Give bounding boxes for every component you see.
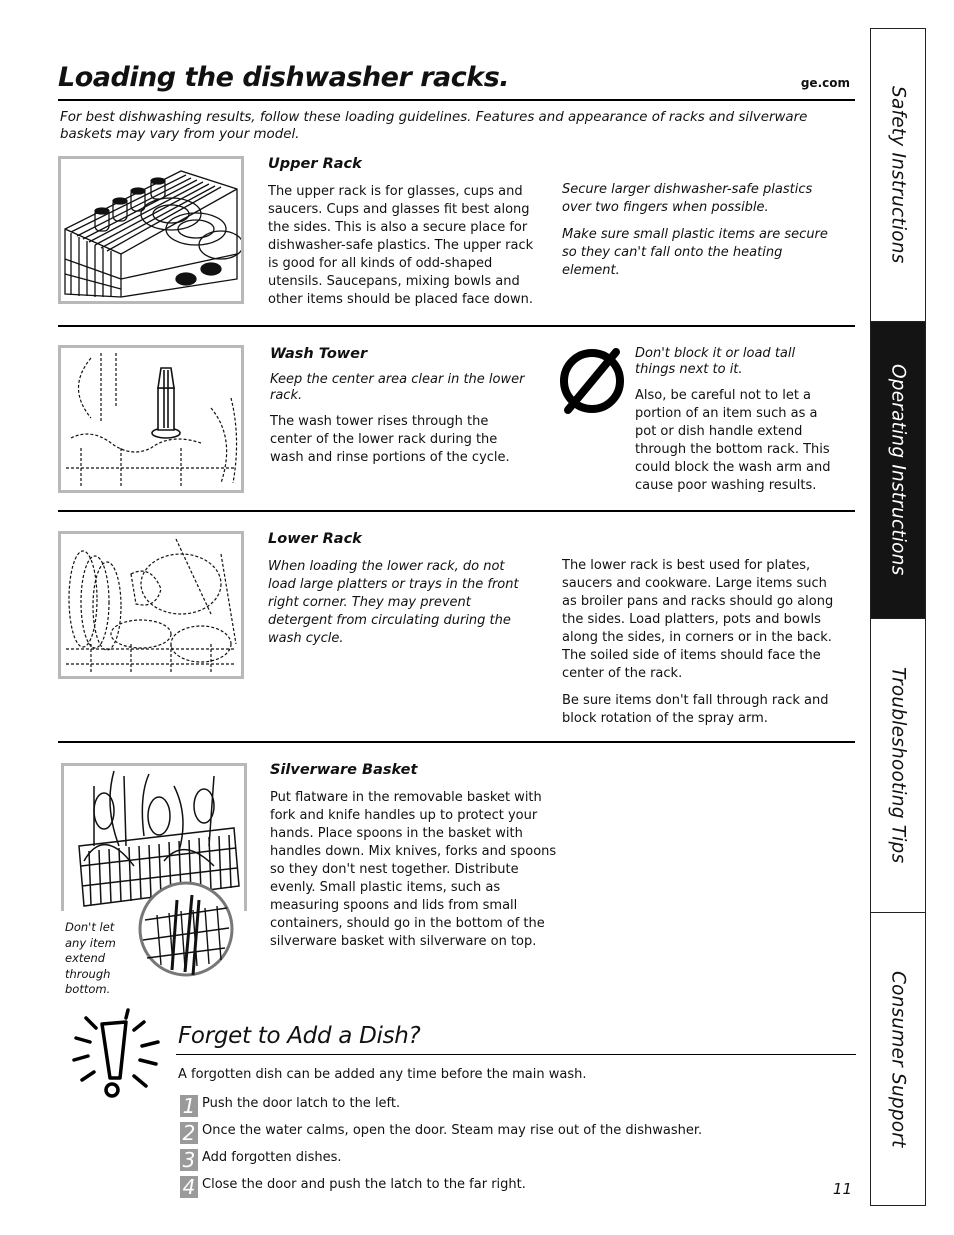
step-item xyxy=(180,1149,800,1176)
tab-consumer-support[interactable] xyxy=(871,913,925,1205)
lower-rack-heading: Lower Rack xyxy=(268,531,362,547)
page-title: Loading the dishwasher racks. xyxy=(58,62,510,93)
upper-rack-tips xyxy=(562,181,832,280)
upper-rack-tip-small-items: Make sure small plastic items are secure so they can't fall onto the heating element. xyxy=(562,227,828,278)
lower-rack-body: The lower rack is best used for plates, saucers and cookware. Large items such as broiler pans and racks should go along the sides. Load platters, pots and bowls along the sides, in corners or in the back. The soiled side of items should face the center of the rack. xyxy=(562,558,834,681)
silverware-heading: Silverware Basket xyxy=(270,762,418,778)
section-rule xyxy=(58,325,855,327)
wash-tower-warnings xyxy=(635,346,835,495)
upper-rack-tip-plastics: Secure larger dishwasher-safe plastics over two fingers when possible. xyxy=(562,182,813,215)
silverware-body: Put flatware in the removable basket with fork and knife handles up to protect your hands. Place spoons in the basket with handles down. Mix knives, forks and spoons so they don't nest together. Distribute evenly. Small plastic items, such as measuring spoons and lids from small containers, should go in the bottom of the silverware basket with silverware on top. xyxy=(270,790,557,949)
tab-safety-instructions[interactable] xyxy=(871,29,925,321)
upper-rack-illustration xyxy=(58,156,244,304)
prohibited-icon xyxy=(556,344,628,416)
step-number: 2 xyxy=(180,1122,198,1144)
tab-label: Consumer Support xyxy=(887,970,909,1148)
forget-heading: Forget to Add a Dish? xyxy=(178,1023,421,1049)
tab-label: Operating Instructions xyxy=(887,364,909,576)
tab-troubleshooting-tips[interactable] xyxy=(871,619,925,912)
basket-caption: Don't let any item extend through bottom. xyxy=(65,920,116,996)
tab-operating-instructions[interactable] xyxy=(871,322,925,618)
step-number: 4 xyxy=(180,1176,198,1198)
upper-rack-body: The upper rack is for glasses, cups and saucers. Cups and glasses fit best along the sides. This is also a secure place for dishwasher-safe plastics. The upper rack is good for all kinds of odd-shaped utensils. Saucepans, mixing bowls and other items should be placed face down. xyxy=(268,184,534,307)
upper-rack-heading: Upper Rack xyxy=(268,156,362,172)
step-text: Close the door and push the latch to the far right. xyxy=(202,1177,526,1192)
forget-intro: A forgotten dish can be added any time before the main wash. xyxy=(178,1067,587,1082)
step-text: Add forgotten dishes. xyxy=(202,1150,342,1165)
wash-tower-body: The wash tower rises through the center of the lower rack during the wash and rinse portions of the cycle. xyxy=(270,414,510,465)
exclamation-alert-icon xyxy=(68,1008,164,1100)
wash-tower-warning-handle: Also, be careful not to let a portion of an item such as a pot or dish handle extend through the bottom rack. This could block the wash arm and cause poor washing results. xyxy=(635,388,831,493)
forget-rule xyxy=(176,1054,856,1055)
step-item xyxy=(180,1122,800,1149)
wash-tower-heading: Wash Tower xyxy=(270,346,368,362)
forget-steps xyxy=(180,1095,800,1203)
header-rule xyxy=(58,99,855,101)
step-item xyxy=(180,1176,800,1203)
step-item xyxy=(180,1095,800,1122)
step-text: Once the water calms, open the door. Steam may rise out of the dishwasher. xyxy=(202,1123,703,1138)
site-url[interactable]: ge.com xyxy=(800,76,850,90)
basket-detail-magnifier xyxy=(137,880,235,978)
intro-text: For best dishwashing results, follow these loading guidelines. Features and appearance of racks and silverware baskets may vary from your model. xyxy=(60,110,808,142)
page-number: 11 xyxy=(832,1180,852,1198)
wash-tower-illustration xyxy=(58,345,244,493)
tab-label: Troubleshooting Tips xyxy=(887,667,909,864)
lower-rack-spray-arm-tip: Be sure items don't fall through rack and block rotation of the spray arm. xyxy=(562,693,829,726)
section-rule xyxy=(58,510,855,512)
wash-tower-text xyxy=(270,372,530,467)
tab-label: Safety Instructions xyxy=(887,86,909,264)
step-number: 1 xyxy=(180,1095,198,1117)
section-rule xyxy=(58,741,855,743)
wash-tower-note: Keep the center area clear in the lower rack. xyxy=(270,372,525,403)
section-tabs xyxy=(870,28,926,1206)
lower-rack-text xyxy=(562,557,837,728)
lower-rack-illustration xyxy=(58,531,244,679)
lower-rack-note: When loading the lower rack, do not load large platters or trays in the front right corner. They may prevent detergent from circulating during the wash cycle. xyxy=(268,559,519,646)
wash-tower-warning-block: Don't block it or load tall things next to it. xyxy=(635,346,796,377)
step-number: 3 xyxy=(180,1149,198,1171)
step-text: Push the door latch to the left. xyxy=(202,1096,401,1111)
